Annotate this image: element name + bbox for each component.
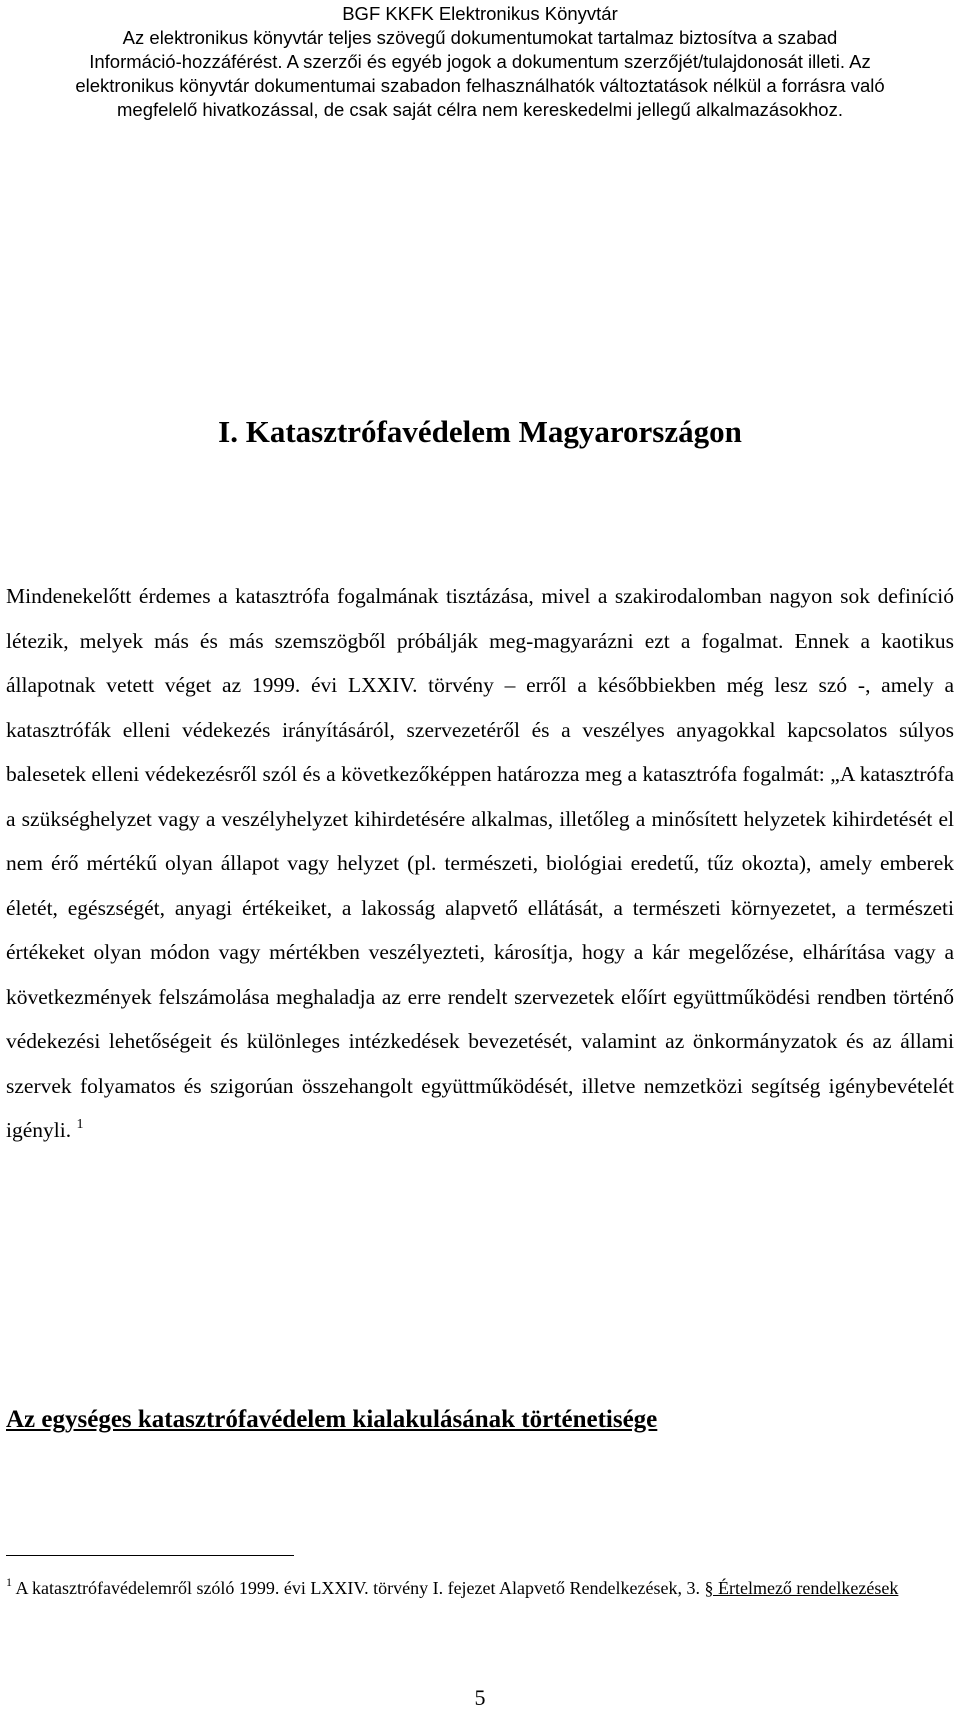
header-line: BGF KKFK Elektronikus Könyvtár	[342, 3, 618, 24]
footnote	[6, 1576, 954, 1600]
footnote-reference[interactable]: 1	[76, 1117, 84, 1132]
section-subheading: Az egységes katasztrófavédelem kialakulásának történetisége	[6, 1406, 658, 1433]
page-number: 5	[474, 1685, 486, 1710]
header-line: Az elektronikus könyvtár teljes szövegű dokumentumokat tartalmaz biztosítva a szabad	[122, 27, 838, 48]
footnote-text: A katasztrófavédelemről szóló 1999. évi LXXIV. törvény I. fejezet Alapvető Rendelkezések, 3.	[15, 1578, 700, 1598]
footnote-number: 1	[6, 1575, 12, 1589]
body-paragraph	[6, 574, 954, 1153]
header-line: megfelelő hivatkozással, de csak saját célra nem kereskedelmi jellegű alkalmazásokhoz.	[117, 99, 843, 120]
footnote-link[interactable]: § Értelmező rendelkezések	[704, 1578, 899, 1598]
chapter-title: I. Katasztrófavédelem Magyarországon	[218, 414, 742, 449]
header-line: elektronikus könyvtár dokumentumai szabadon felhasználhatók változtatások nélkül a forrásra való	[75, 75, 885, 96]
footnote-divider	[6, 1555, 294, 1556]
body-paragraph-text: Mindenekelőtt érdemes a katasztrófa fogalmának tisztázása, mivel a szakirodalomban nagyon sok definíció létezik, melyek más és más szemszögből próbálják meg-magyarázni ezt a fogalmat. Ennek a kaotikus állapotnak vetett véget az 1999. évi LXXIV. törvény – erről a későbbiekben még lesz szó -, amely a katasztrófák elleni védekezés irányításáról, szervezetéről és a veszélyes anyagokkal kapcsolatos súlyos balesetek elleni védekezésről szól és a következőképpen határozza meg a katasztrófa fogalmát: „A katasztrófa a szükséghelyzet vagy a veszélyhelyzet kihirdetésére alkalmas, illetőleg a minősített helyzetek kihirdetését el nem érő mértékű olyan állapot vagy helyzet (pl. természeti, biológiai eredetű, tűz okozta), amely emberek életét, egészségét, anyagi értékeiket, a lakosság alapvető ellátását, a természeti környezetet, a természeti értékeket olyan módon vagy mértékben veszélyezteti, károsítja, hogy a kár megelőzése, elhárítása vagy a következmények felszámolása meghaladja az erre rendelt szervezetek előírt együttműködési rendben történő védekezési lehetőségeit és különleges intézkedések bevezetését, valamint az önkormányzatok és az állami szervek folyamatos és szigorúan összehangolt együttműködését, illetve nemzetközi segítség igénybevételét igényli.	[6, 584, 954, 1142]
copyright-header	[0, 2, 960, 122]
header-line: Információ-hozzáférést. A szerzői és egyéb jogok a dokumentum szerzőjét/tulajdonosát illeti. Az	[89, 51, 871, 72]
